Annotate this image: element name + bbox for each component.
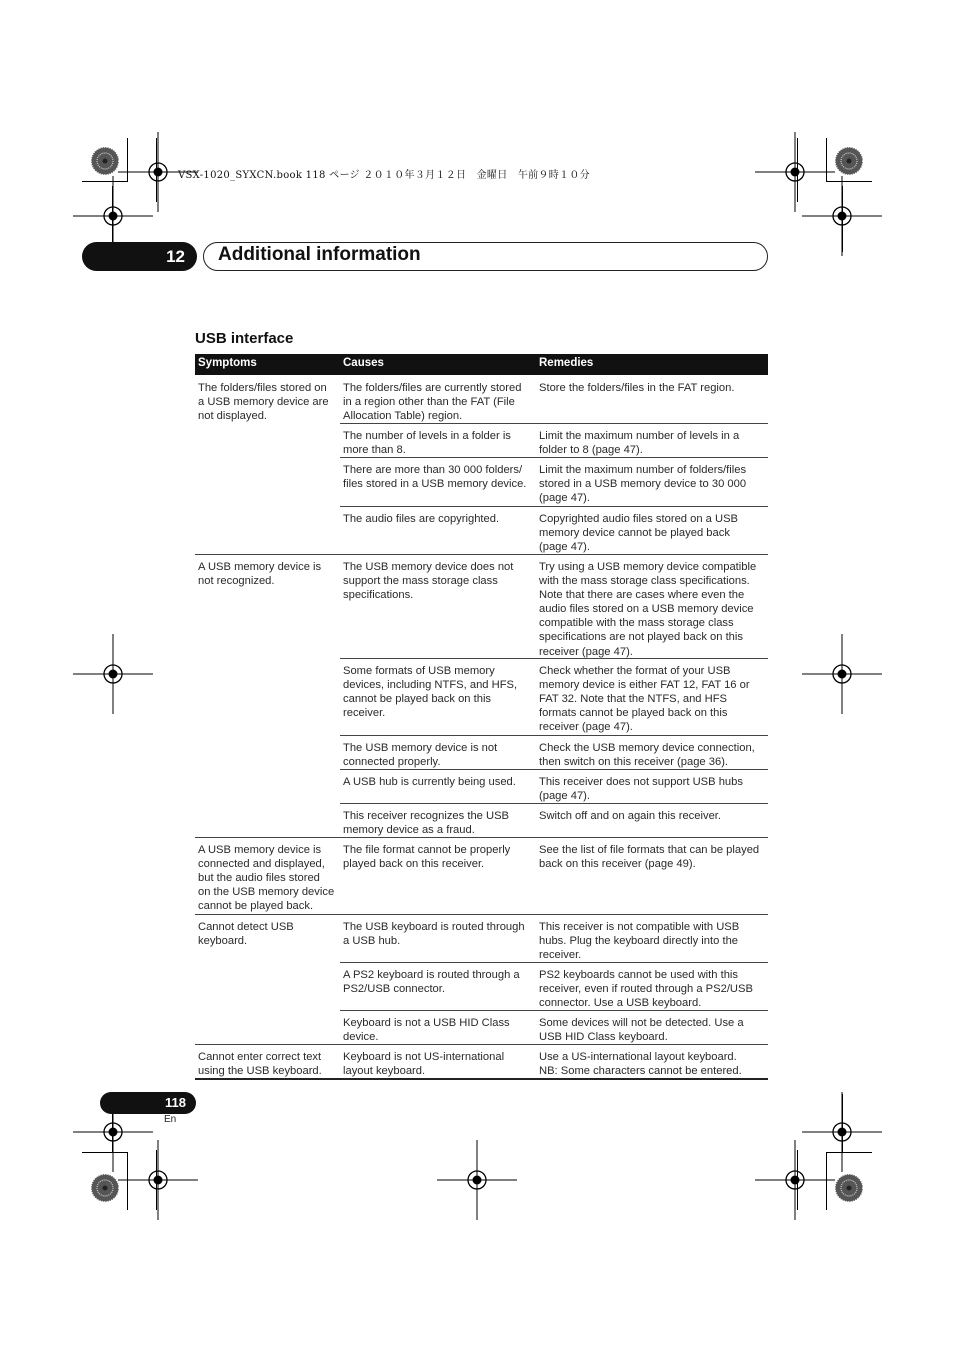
page-number: 118 [165,1095,186,1110]
column-header-causes: Causes [343,357,384,369]
cause-cell: The file format cannot be properly played back on this receiver. [343,844,511,871]
row-divider [340,735,768,736]
crosshair-mark-left-middle [73,634,153,714]
table-bottom-rule [195,1078,768,1080]
remedy-cell: Limit the maximum number of folders/files stored in a USB memory device to 30 000 (page 47). [539,464,747,505]
registration-target-bottom-left [90,1173,120,1203]
page-number-badge [100,1092,196,1114]
row-divider [340,1010,768,1011]
chapter-number-badge [82,242,197,271]
symptom-cell: A USB memory device is not recognized. [198,561,322,588]
symptom-cell: Cannot enter correct text using the USB keyboard. [198,1051,322,1078]
row-divider [195,1044,768,1045]
cause-cell: The USB memory device does not support the mass storage class specifications. [343,561,514,602]
cause-cell: The USB memory device is not connected properly. [343,742,498,769]
remedy-cell: See the list of file formats that can be played back on this receiver (page 49). [539,844,760,871]
remedy-cell: This receiver does not support USB hubs (page 47). [539,776,743,803]
cause-cell: Some formats of USB memory devices, including NTFS, and HFS, cannot be played back on this receiver. [343,665,518,720]
cause-cell: The audio files are copyrighted. [343,513,500,525]
cause-cell: Keyboard is not US-international layout keyboard. [343,1051,505,1078]
cause-cell: There are more than 30 000 folders/ files stored in a USB memory device. [343,464,527,491]
row-divider [340,457,768,458]
language-code: En [164,1114,177,1125]
symptom-cell: Cannot detect USB keyboard. [198,921,294,948]
crosshair-mark-right-middle [802,634,882,714]
registration-target-top-right [834,146,864,176]
row-divider [340,962,768,963]
section-title: USB interface [195,330,294,347]
chapter-number: 12 [166,247,185,266]
cause-cell: The USB keyboard is routed through a USB hub. [343,921,525,948]
remedy-cell: Switch off and on again this receiver. [539,810,722,822]
chapter-title: Additional information [218,244,421,265]
remedy-cell: Try using a USB memory device compatible with the mass storage class specifications. Note that there are cases where even the audio files stored on a USB memory device compatible with the mass storage class specifications are not played back on this receiver (page 47). [539,561,757,658]
chapter-title-bar [203,242,768,271]
table-header [195,354,768,375]
cause-cell: A PS2 keyboard is routed through a PS2/USB connector. [343,969,520,996]
cause-cell: This receiver recognizes the USB memory device as a fraud. [343,810,510,837]
remedy-cell: Copyrighted audio files stored on a USB memory device cannot be played back (page 47). [539,513,739,554]
row-divider [340,423,768,424]
row-divider [195,554,768,555]
row-divider [195,914,768,915]
remedy-cell: Some devices will not be detected. Use a USB HID Class keyboard. [539,1017,744,1044]
row-divider [340,803,768,804]
row-divider [340,769,768,770]
troubleshooting-table [195,354,768,1078]
column-header-remedies: Remedies [539,357,594,369]
cause-cell: The number of levels in a folder is more than 8. [343,430,511,457]
row-divider [340,658,768,659]
column-header-symptoms: Symptoms [198,357,257,369]
symptom-cell: The folders/files stored on a USB memory device are not displayed. [198,382,329,423]
remedy-cell: Store the folders/files in the FAT region. [539,382,735,394]
crosshair-mark-right-upper [802,176,882,256]
registration-target-top-left [90,146,120,176]
remedy-cell: PS2 keyboards cannot be used with this receiver, even if routed through a PS2/USB connector. Use a USB keyboard. [539,969,753,1010]
cause-cell: A USB hub is currently being used. [343,776,516,788]
symptom-cell: A USB memory device is connected and displayed, but the audio files stored on the USB memory device cannot be played back. [198,844,335,913]
remedy-cell: Limit the maximum number of levels in a folder to 8 (page 47). [539,430,740,457]
print-info-line: VSX-1020_SYXCN.book 118 ページ ２０１０年３月１２日 金曜日 午前９時１０分 [178,170,590,181]
cause-cell: The folders/files are currently stored in a region other than the FAT (File Allocation Table) region. [343,382,522,423]
remedy-cell: Check the USB memory device connection, then switch on this receiver (page 36). [539,742,755,769]
registration-target-bottom-right [834,1173,864,1203]
crosshair-mark-bottom-right [755,1140,835,1220]
cause-cell: Keyboard is not a USB HID Class device. [343,1017,510,1044]
remedy-cell: Use a US-international layout keyboard. NB: Some characters cannot be entered. [539,1051,742,1078]
remedy-cell: Check whether the format of your USB memory device is either FAT 12, FAT 16 or FAT 32. Note that the NTFS, and HFS formats cannot be played back on this receiver (page 47). [539,665,750,734]
row-divider [340,506,768,507]
remedy-cell: This receiver is not compatible with USB hubs. Plug the keyboard directly into the receiver. [539,921,740,962]
crosshair-mark-bottom-center [437,1140,517,1220]
row-divider [195,837,768,838]
crosshair-mark-bottom-left [118,1140,198,1220]
